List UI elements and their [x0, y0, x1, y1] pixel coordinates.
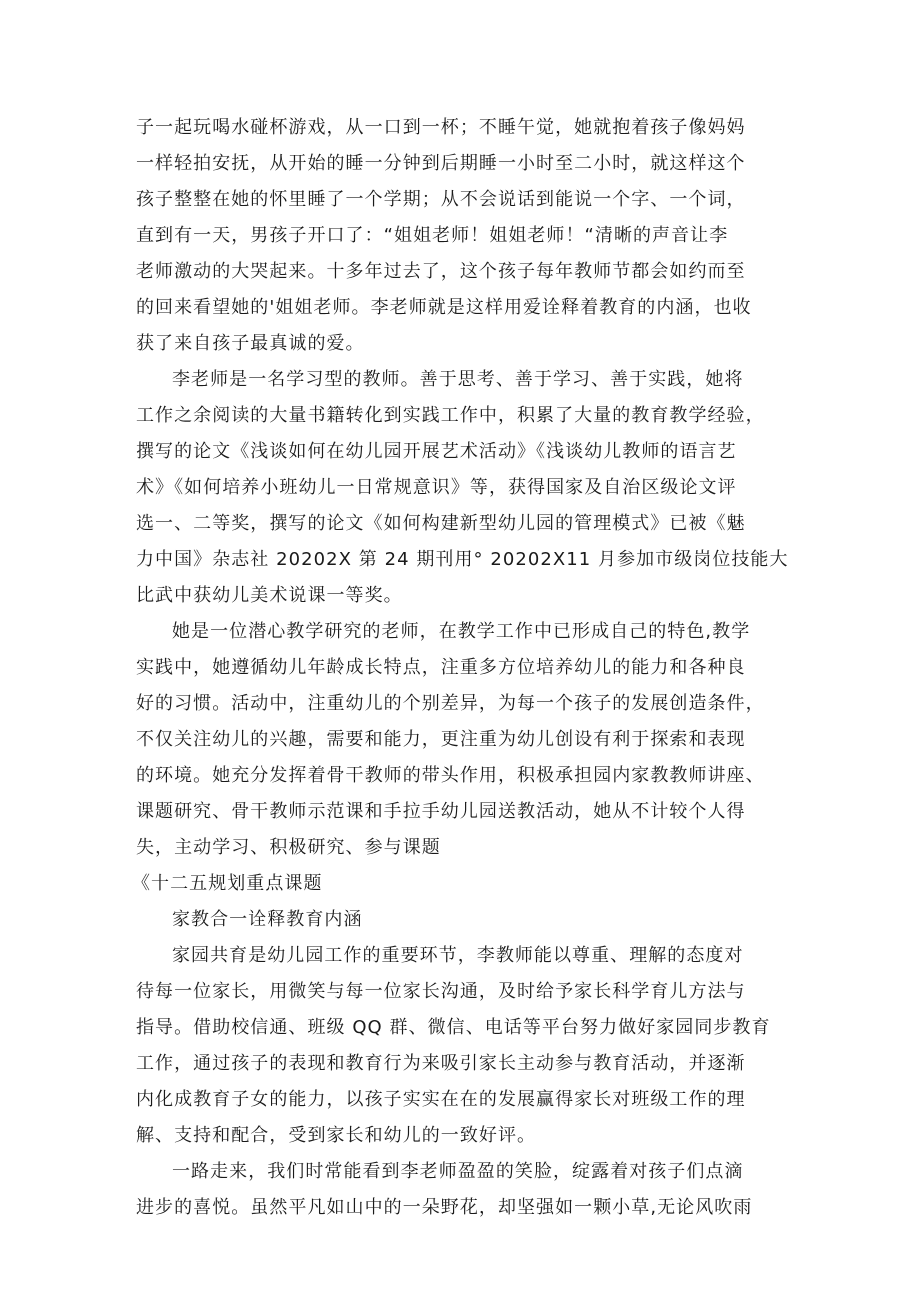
text-line: 实践中，她遵循幼儿年龄成长特点，注重多方位培养幼儿的能力和各种良 [136, 657, 746, 678]
paragraph-first-line: 一路走来，我们时常能看到李老师盈盈的笑脸，绽露着对孩子们点滴 [172, 1161, 744, 1182]
text-line: 力中国》杂志社 20202X 第 24 期刊用° 20202X11 月参加市级岗位技能大 [136, 549, 789, 570]
text-line: 比武中获幼儿美术说课一等奖。 [136, 585, 403, 606]
text-line: 选一、二等奖，撰写的论文《如何构建新型幼儿园的管理模式》已被《魅 [136, 513, 746, 534]
text-line: 一样轻拍安抚，从开始的睡一分钟到后期睡一小时至二小时，就这样这个 [136, 153, 746, 174]
text-line: 不仅关注幼儿的兴趣，需要和能力，更注重为幼儿创设有利于探索和表现 [136, 729, 746, 750]
text-line: 好的习惯。活动中，注重幼儿的个别差异，为每一个孩子的发展创造条件， [136, 693, 765, 714]
text-line: 的回来看望她的'姐姐老师。李老师就是这样用爱诠释着教育的内涵，也收 [136, 297, 752, 318]
text-line: 直到有一天，男孩子开口了：“姐姐老师！姐姐老师！“清晰的声音让李 [136, 225, 729, 246]
text-line: 术》《如何培养小班幼儿一日常规意识》等，获得国家及自治区级论文评 [136, 477, 737, 498]
section-heading: 家教合一诠释教育内涵 [172, 909, 363, 930]
text-line: 指导。借助校信通、班级 QQ 群、微信、电话等平台努力做好家园同步教育 [136, 1017, 771, 1038]
paragraph-first-line: 她是一位潜心教学研究的老师，在教学工作中已形成自己的特色,教学 [172, 621, 751, 642]
text-line: 工作，通过孩子的表现和教育行为来吸引家长主动参与教育活动，并逐渐 [136, 1053, 746, 1074]
text-line: 获了来自孩子最真诚的爱。 [136, 333, 365, 354]
text-line: 进步的喜悦。虽然平凡如山中的一朵野花，却坚强如一颗小草,无论风吹雨 [136, 1197, 753, 1218]
text-line: 《十二五规划重点课题 [132, 873, 323, 894]
text-line: 子一起玩喝水碰杯游戏，从一口到一杯；不睡午觉，她就抱着孩子像妈妈 [136, 117, 746, 138]
text-line: 待每一位家长，用微笑与每一位家长沟通，及时给予家长科学育儿方法与 [136, 981, 746, 1002]
text-line: 的环境。她充分发挥着骨干教师的带头作用，积极承担园内家教教师讲座、 [136, 765, 765, 786]
paragraph-first-line: 家园共育是幼儿园工作的重要环节，李教师能以尊重、理解的态度对 [172, 945, 744, 966]
text-line: 老师激动的大哭起来。十多年过去了，这个孩子每年教师节都会如约而至 [136, 261, 746, 282]
text-line: 撰写的论文《浅谈如何在幼儿园开展艺术活动》《浅谈幼儿教师的语言艺 [136, 441, 737, 462]
text-line: 解、支持和配合，受到家长和幼儿的一致好评。 [136, 1125, 537, 1146]
text-line: 内化成教育子女的能力，以孩子实实在在的发展赢得家长对班级工作的理 [136, 1089, 746, 1110]
text-line: 孩子整整在她的怀里睡了一个学期；从不会说话到能说一个字、一个词， [136, 189, 746, 210]
text-line: 课题研究、骨干教师示范课和手拉手幼儿园送教活动，她从不计较个人得 [136, 801, 746, 822]
paragraph-first-line: 李老师是一名学习型的教师。善于思考、善于学习、善于实践，她将 [172, 369, 744, 390]
text-line: 工作之余阅读的大量书籍转化到实践工作中，积累了大量的教育教学经验， [136, 405, 765, 426]
text-line: 失，主动学习、积极研究、参与课题 [136, 837, 441, 858]
